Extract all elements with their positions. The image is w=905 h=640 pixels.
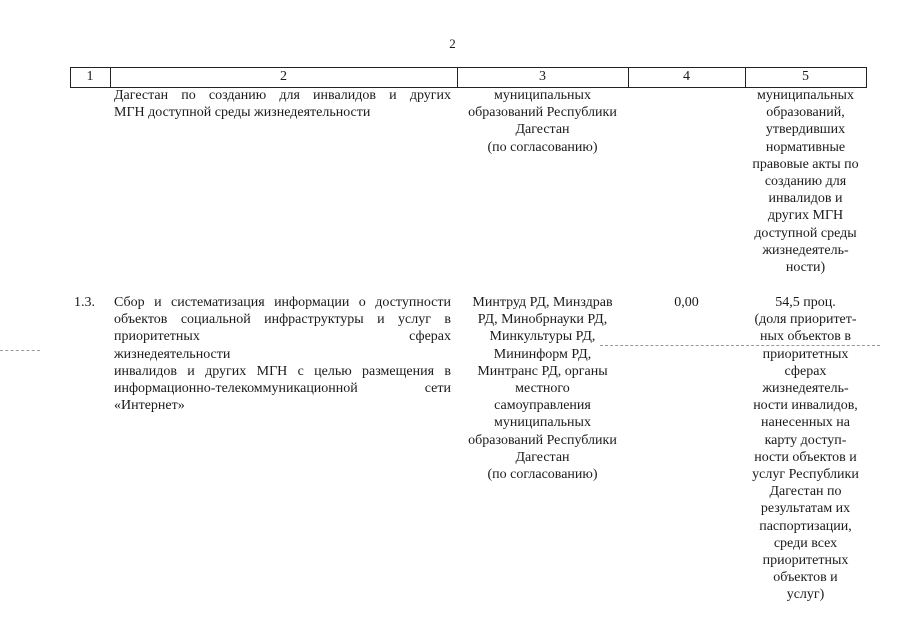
text-line: ности) xyxy=(785,260,826,276)
text-line: Минтруд РД, Минздрав xyxy=(472,295,613,310)
header-col-5: 5 xyxy=(802,69,809,84)
text-line: инвалидов и xyxy=(768,191,843,207)
text-line: Минкультуры РД, xyxy=(489,329,596,345)
text-line: жизнедеятель- xyxy=(762,242,849,258)
header-col-1: 1 xyxy=(86,69,94,84)
text-line: муниципальных xyxy=(494,88,591,103)
text-line: образований Республики xyxy=(468,432,617,448)
prev-row-col2 xyxy=(114,87,451,121)
row-1-3-col5 xyxy=(745,294,866,604)
text-line: инвалидов и других МГН с целью размещения в xyxy=(114,363,451,379)
text-line: Дагестан xyxy=(515,449,570,465)
header-col-3: 3 xyxy=(539,69,546,84)
text-line: (по согласованию) xyxy=(487,139,598,155)
text-line: образований Республики xyxy=(468,105,617,121)
header-col-4: 4 xyxy=(683,69,690,84)
text-line: созданию для xyxy=(764,174,847,190)
text-line: местного xyxy=(515,381,570,397)
text-line: ности объектов и xyxy=(754,449,857,465)
text-line: приоритетных сферах жизнедеятельности xyxy=(114,329,451,362)
page-number: 2 xyxy=(449,36,456,51)
prev-row-col5 xyxy=(745,87,866,276)
text-line: паспортизации, xyxy=(759,518,852,534)
text-line: муниципальных xyxy=(757,88,854,103)
text-line: карту доступ- xyxy=(764,432,847,448)
row-1-3-col2 xyxy=(114,294,451,414)
text-line: приоритетных xyxy=(762,346,849,362)
text-line: Дагестан xyxy=(515,122,570,138)
text-line: нанесенных на xyxy=(761,415,850,431)
text-line: приоритетных xyxy=(762,553,849,569)
scan-artifact-line xyxy=(0,350,40,351)
row-number: 1.3. xyxy=(74,295,95,310)
text-line: (по согласованию) xyxy=(487,467,598,483)
text-line: других МГН xyxy=(767,208,844,224)
header-divider xyxy=(866,67,867,87)
text-line: РД, Минобрнауки РД, xyxy=(477,312,608,328)
text-line: Дагестан по созданию для инвалидов и других xyxy=(114,88,451,103)
text-line: Сбор и систематизация информации о доступности xyxy=(114,295,451,310)
text-line: информационно-телекоммуникационной сети xyxy=(114,381,451,397)
text-line: правовые акты по xyxy=(752,156,859,172)
text-line: МГН доступной среды жизнедеятельности xyxy=(114,105,371,121)
text-line: 54,5 проц. xyxy=(775,295,836,310)
text-line: Мининформ РД, xyxy=(493,346,592,362)
text-line: ных объектов в xyxy=(760,329,851,345)
text-line: объектов социальной инфраструктуры и услуг в xyxy=(114,312,451,328)
text-line: среди всех xyxy=(773,535,838,551)
text-line: самоуправления xyxy=(494,398,591,414)
header-col-2: 2 xyxy=(280,69,287,84)
text-line: ности инвалидов, xyxy=(753,398,858,414)
text-line: услуг) xyxy=(786,587,825,603)
text-line: сферах xyxy=(784,363,827,379)
text-line: образований, xyxy=(766,105,845,121)
text-line: муниципальных xyxy=(494,415,591,431)
row-1-3-col4: 0,00 xyxy=(674,295,699,310)
text-line: Дагестан по xyxy=(769,484,842,500)
text-line: Минтранс РД, органы xyxy=(477,363,608,379)
row-1-3-col3 xyxy=(457,294,628,483)
scan-artifact-line xyxy=(600,345,880,346)
text-line: «Интернет» xyxy=(114,398,185,414)
text-line: услуг Республики xyxy=(752,467,859,483)
text-line: утвердивших xyxy=(765,122,846,138)
prev-row-col3 xyxy=(457,87,628,156)
text-line: объектов и xyxy=(773,570,838,586)
text-line: нормативные xyxy=(765,139,846,155)
text-line: (доля приоритет- xyxy=(754,312,857,328)
text-line: доступной среды xyxy=(754,225,857,241)
text-line: результатам их xyxy=(760,501,851,517)
text-line: жизнедеятель- xyxy=(762,381,849,397)
